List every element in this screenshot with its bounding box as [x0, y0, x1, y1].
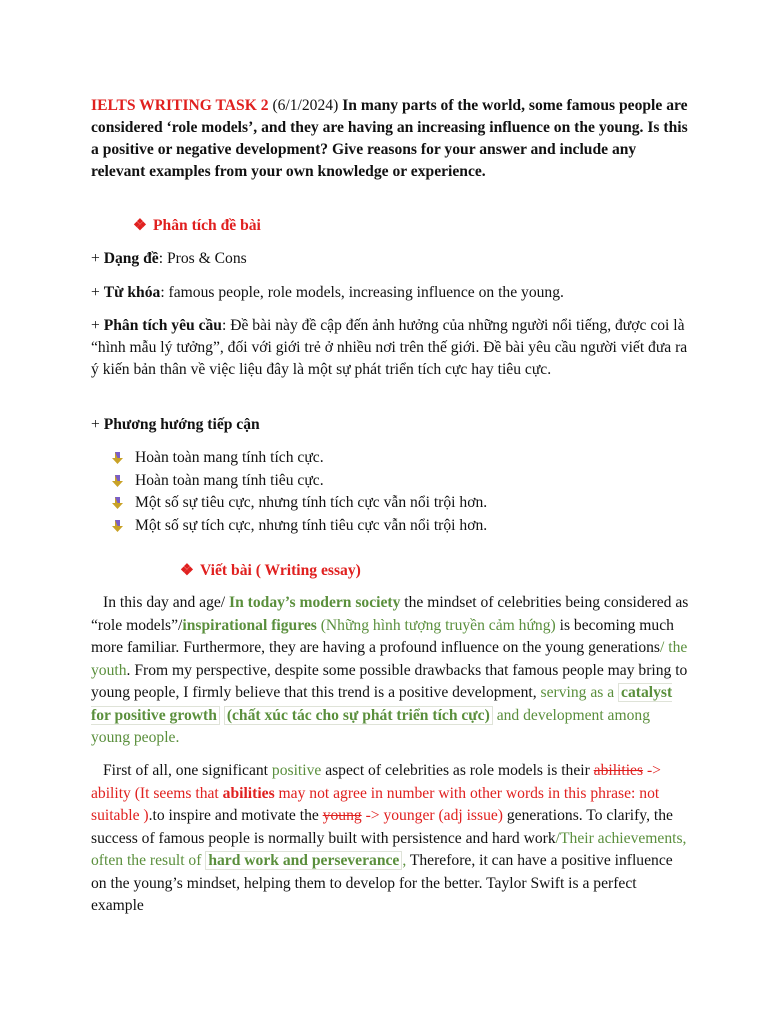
rewrite-suggestion: /Their achievements, often the result of [91, 829, 687, 869]
task-prompt [91, 95, 691, 183]
list-item: Hoàn toàn mang tính tiêu cực. [112, 470, 487, 493]
highlighted-phrase: catalyst for positive growth [91, 684, 673, 724]
arrow-bullet-icon [112, 520, 123, 532]
diamond-bullet-icon: ❖ [180, 562, 194, 579]
highlighted-translation: (chất xúc tác cho sự phát triển tích cực) [224, 706, 493, 725]
keywords-value: : famous people, role models, increasing influence on the young. [160, 284, 564, 301]
keywords-line: + Từ khóa: famous people, role models, increasing influence on the young. [91, 284, 564, 301]
correction-note: -> younger (adj issue) [361, 807, 503, 824]
essay-heading-text: Viết bài ( Writing essay) [200, 562, 361, 579]
list-item: Một số sự tích cực, nhưng tính tiêu cực vẫn nổi trội hơn. [112, 515, 487, 538]
question-type-label: Dạng đề [103, 250, 159, 267]
requirement-value: : Đề bài này đề cập đến ảnh hưởng của những người nổi tiếng, được coi là “hình mẫu lý tưởng”, đối với giới trẻ ở nhiều nơi trên thế giới. Đề bài yêu cầu người viết đưa ra ý kiến bản thân về việc liệu đây là một sự phát triển tích cực hay tiêu cực. [91, 317, 688, 378]
struck-word: abilities [593, 762, 644, 779]
diamond-bullet-icon: ❖ [133, 217, 147, 234]
requirement-paragraph: + Phân tích yêu cầu: Đề bài này đề cập đến ảnh hưởng của những người nổi tiếng, được coi là “hình mẫu lý tưởng”, đối với giới trẻ ở nhiều nơi trên thế giới. Đề bài yêu cầu người viết đưa ra ý kiến bản thân về việc liệu đây là một sự phát triển tích cực hay tiêu cực. [91, 317, 688, 378]
arrow-bullet-icon [112, 497, 123, 509]
list-item: Hoàn toàn mang tính tích cực. [112, 447, 487, 470]
question-type-line: + Dạng đề: Pros & Cons [91, 250, 247, 267]
arrow-bullet-icon [112, 452, 123, 464]
highlighted-word: positive [271, 762, 322, 779]
approach-label: Phương hướng tiếp cận [103, 416, 260, 433]
list-item: Một số sự tiêu cực, nhưng tính tích cực vẫn nổi trội hơn. [112, 492, 487, 515]
translation-note: (Những hình tượng truyền cảm hứng) [316, 616, 556, 634]
rewrite-suggestion: serving as a [540, 684, 619, 701]
highlighted-phrase: hard work and perseverance [205, 851, 402, 870]
analysis-heading-text: Phân tích đề bài [153, 217, 261, 234]
approach-line: + Phương hướng tiếp cận [91, 416, 260, 433]
rewrite-suggestion: In today’s modern society [229, 594, 401, 611]
essay-heading [180, 560, 361, 582]
essay-paragraph-2: First of all, one significant positive aspect of celebrities as role models is their abilities -> ability (It seems that abilities may not agree in number with other words in this phrase: not suitable ).to inspire and motivate the young -> younger (adj issue) generations. To clarify, the success of famous people is normally built with persistence and hard work/Their achievements, often the result of hard work and perseverance , Therefore, it can have a positive influence on the young’s mindset, helping them to develop for the better. Taylor Swift is a perfect example [91, 762, 687, 914]
correction-note-keyword: abilities [222, 784, 275, 802]
essay-paragraph-1: In this day and age/ In today’s modern society the mindset of celebrities being considered as “role models”/inspirational figures (Những hình tượng truyền cảm hứng) is becoming much more familiar. Furthermore, they are having a profound influence on the young generations/ the youth. From my perspective, despite some possible drawbacks that famous people may bring to young people, I firmly believe that this trend is a positive development, serving as a catalyst for positive growth (chất xúc tác cho sự phát triển tích cực) and development among young people. [91, 594, 689, 746]
correction-note: -> ability (It seems that [91, 762, 661, 802]
rewrite-suggestion: and development among young people. [91, 706, 650, 746]
task-date: (6/1/2024) [272, 97, 339, 114]
question-type-value: : Pros & Cons [158, 250, 247, 267]
analysis-heading [133, 215, 261, 237]
requirement-label: Phân tích yêu cầu [103, 317, 222, 334]
keywords-label: Từ khóa [103, 284, 161, 301]
approach-list [112, 447, 487, 537]
correction-note: may not agree in number with other words in this phrase: not suitable ) [91, 784, 660, 824]
rewrite-suggestion: inspirational figures [182, 616, 317, 634]
struck-word: young [322, 807, 362, 824]
task-label: IELTS WRITING TASK 2 [91, 97, 269, 114]
task-question: In many parts of the world, some famous people are considered ‘role models’, and they are having an increasing influence on the young. Is this a positive or negative development? Give reasons for your answer and include any relevant examples from your own knowledge or experience. [91, 97, 688, 180]
arrow-bullet-icon [112, 475, 123, 487]
rewrite-suggestion: / the youth [91, 639, 688, 679]
